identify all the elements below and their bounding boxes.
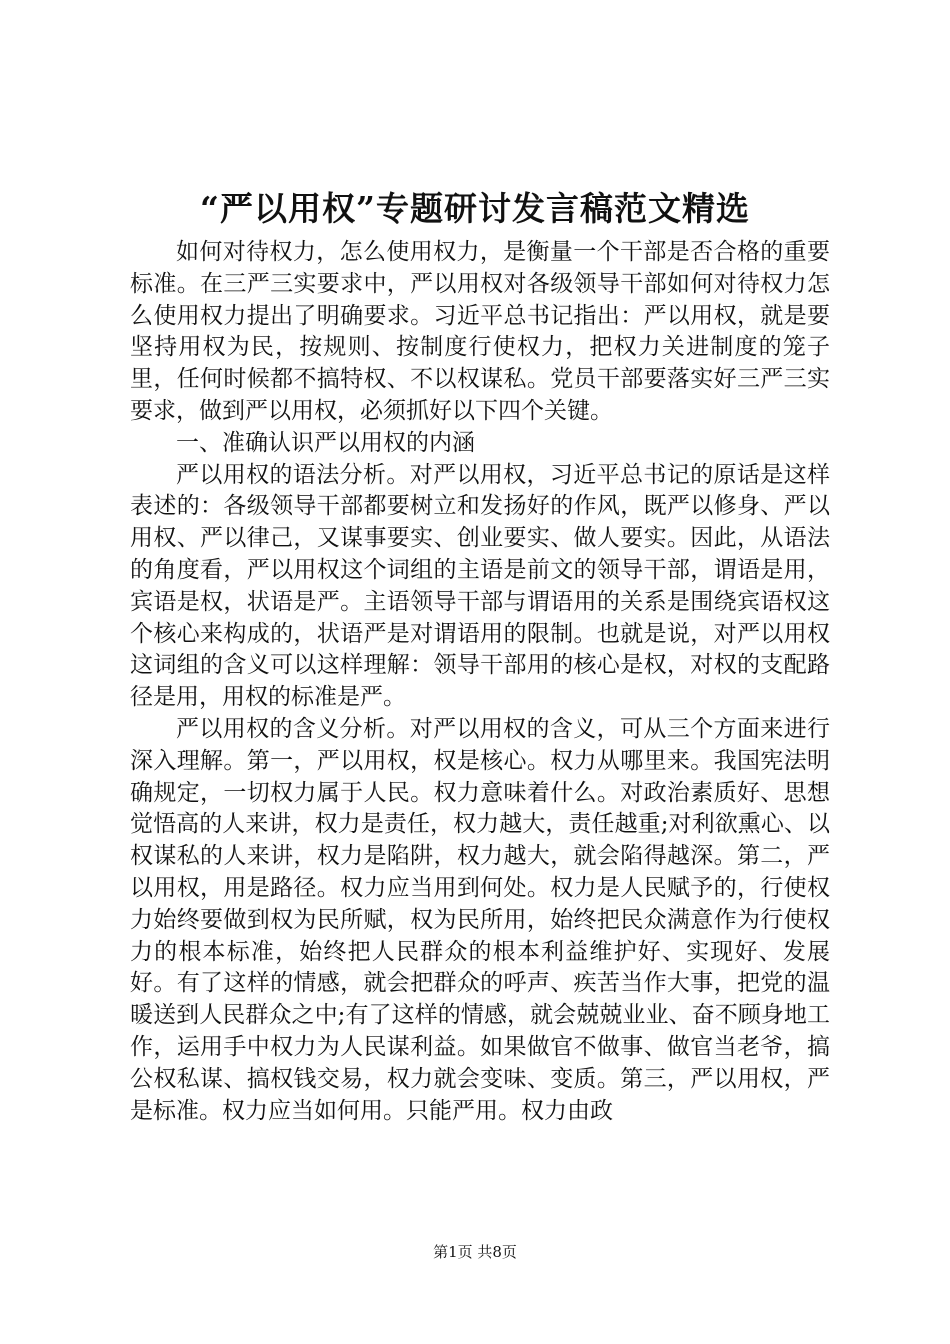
page-footer: 第1页 共8页	[433, 1243, 517, 1261]
document-body	[130, 237, 830, 1127]
paragraph-grammar-analysis: 严以用权的语法分析。对严以用权，习近平总书记的原话是这样表述的：各级领导干部都要树立和发扬好的作风，既严以修身、严以用权、严以律己，又谋事要实、创业要实、做人要实。因此，从语法的角度看，严以用权这个词组的主语是前文的领导干部，谓语是用，宾语是权，状语是严。主语领导干部与谓语用的关系是围绕宾语权这个核心来构成的，状语严是对谓语用的限制。也就是说，对严以用权这词组的含义可以这样理解：领导干部用的核心是权，对权的支配路径是用，用权的标准是严。	[130, 461, 830, 711]
paragraph-intro: 如何对待权力，怎么使用权力，是衡量一个干部是否合格的重要标准。在三严三实要求中，严以用权对各级领导干部如何对待权力怎么使用权力提出了明确要求。习近平总书记指出：严以用权，就是要坚持用权为民，按规则、按制度行使权力，把权力关进制度的笼子里，任何时候都不搞特权、不以权谋私。党员干部要落实好三严三实要求，做到严以用权，必须抓好以下四个关键。	[130, 239, 830, 424]
paragraph-meaning-analysis: 严以用权的含义分析。对严以用权的含义，可从三个方面来进行深入理解。第一，严以用权，权是核心。权力从哪里来。我国宪法明确规定，一切权力属于人民。权力意味着什么。对政治素质好、思想觉悟高的人来讲，权力是责任，权力越大，责任越重;对利欲熏心、以权谋私的人来讲，权力是陷阱，权力越大，就会陷得越深。第二，严以用权，用是路径。权力应当用到何处。权力是人民赋予的，行使权力始终要做到权为民所赋，权为民所用，始终把民众满意作为行使权力的根本标准，始终把人民群众的根本利益维护好、实现好、发展好。有了这样的情感，就会把群众的呼声、疾苦当作大事，把党的温暖送到人民群众之中;有了这样的情感，就会兢兢业业、奋不顾身地工作，运用手中权力为人民谋利益。如果做官不做事、做官当老爷，搞公权私谋、搞权钱交易，权力就会变味、变质。第三，严以用权，严是标准。权力应当如何用。只能严用。权力由政	[130, 715, 830, 1124]
document-title: “严以用权”专题研讨发言稿范文精选	[200, 189, 750, 228]
section-heading: 一、准确认识严以用权的内涵	[176, 429, 475, 456]
